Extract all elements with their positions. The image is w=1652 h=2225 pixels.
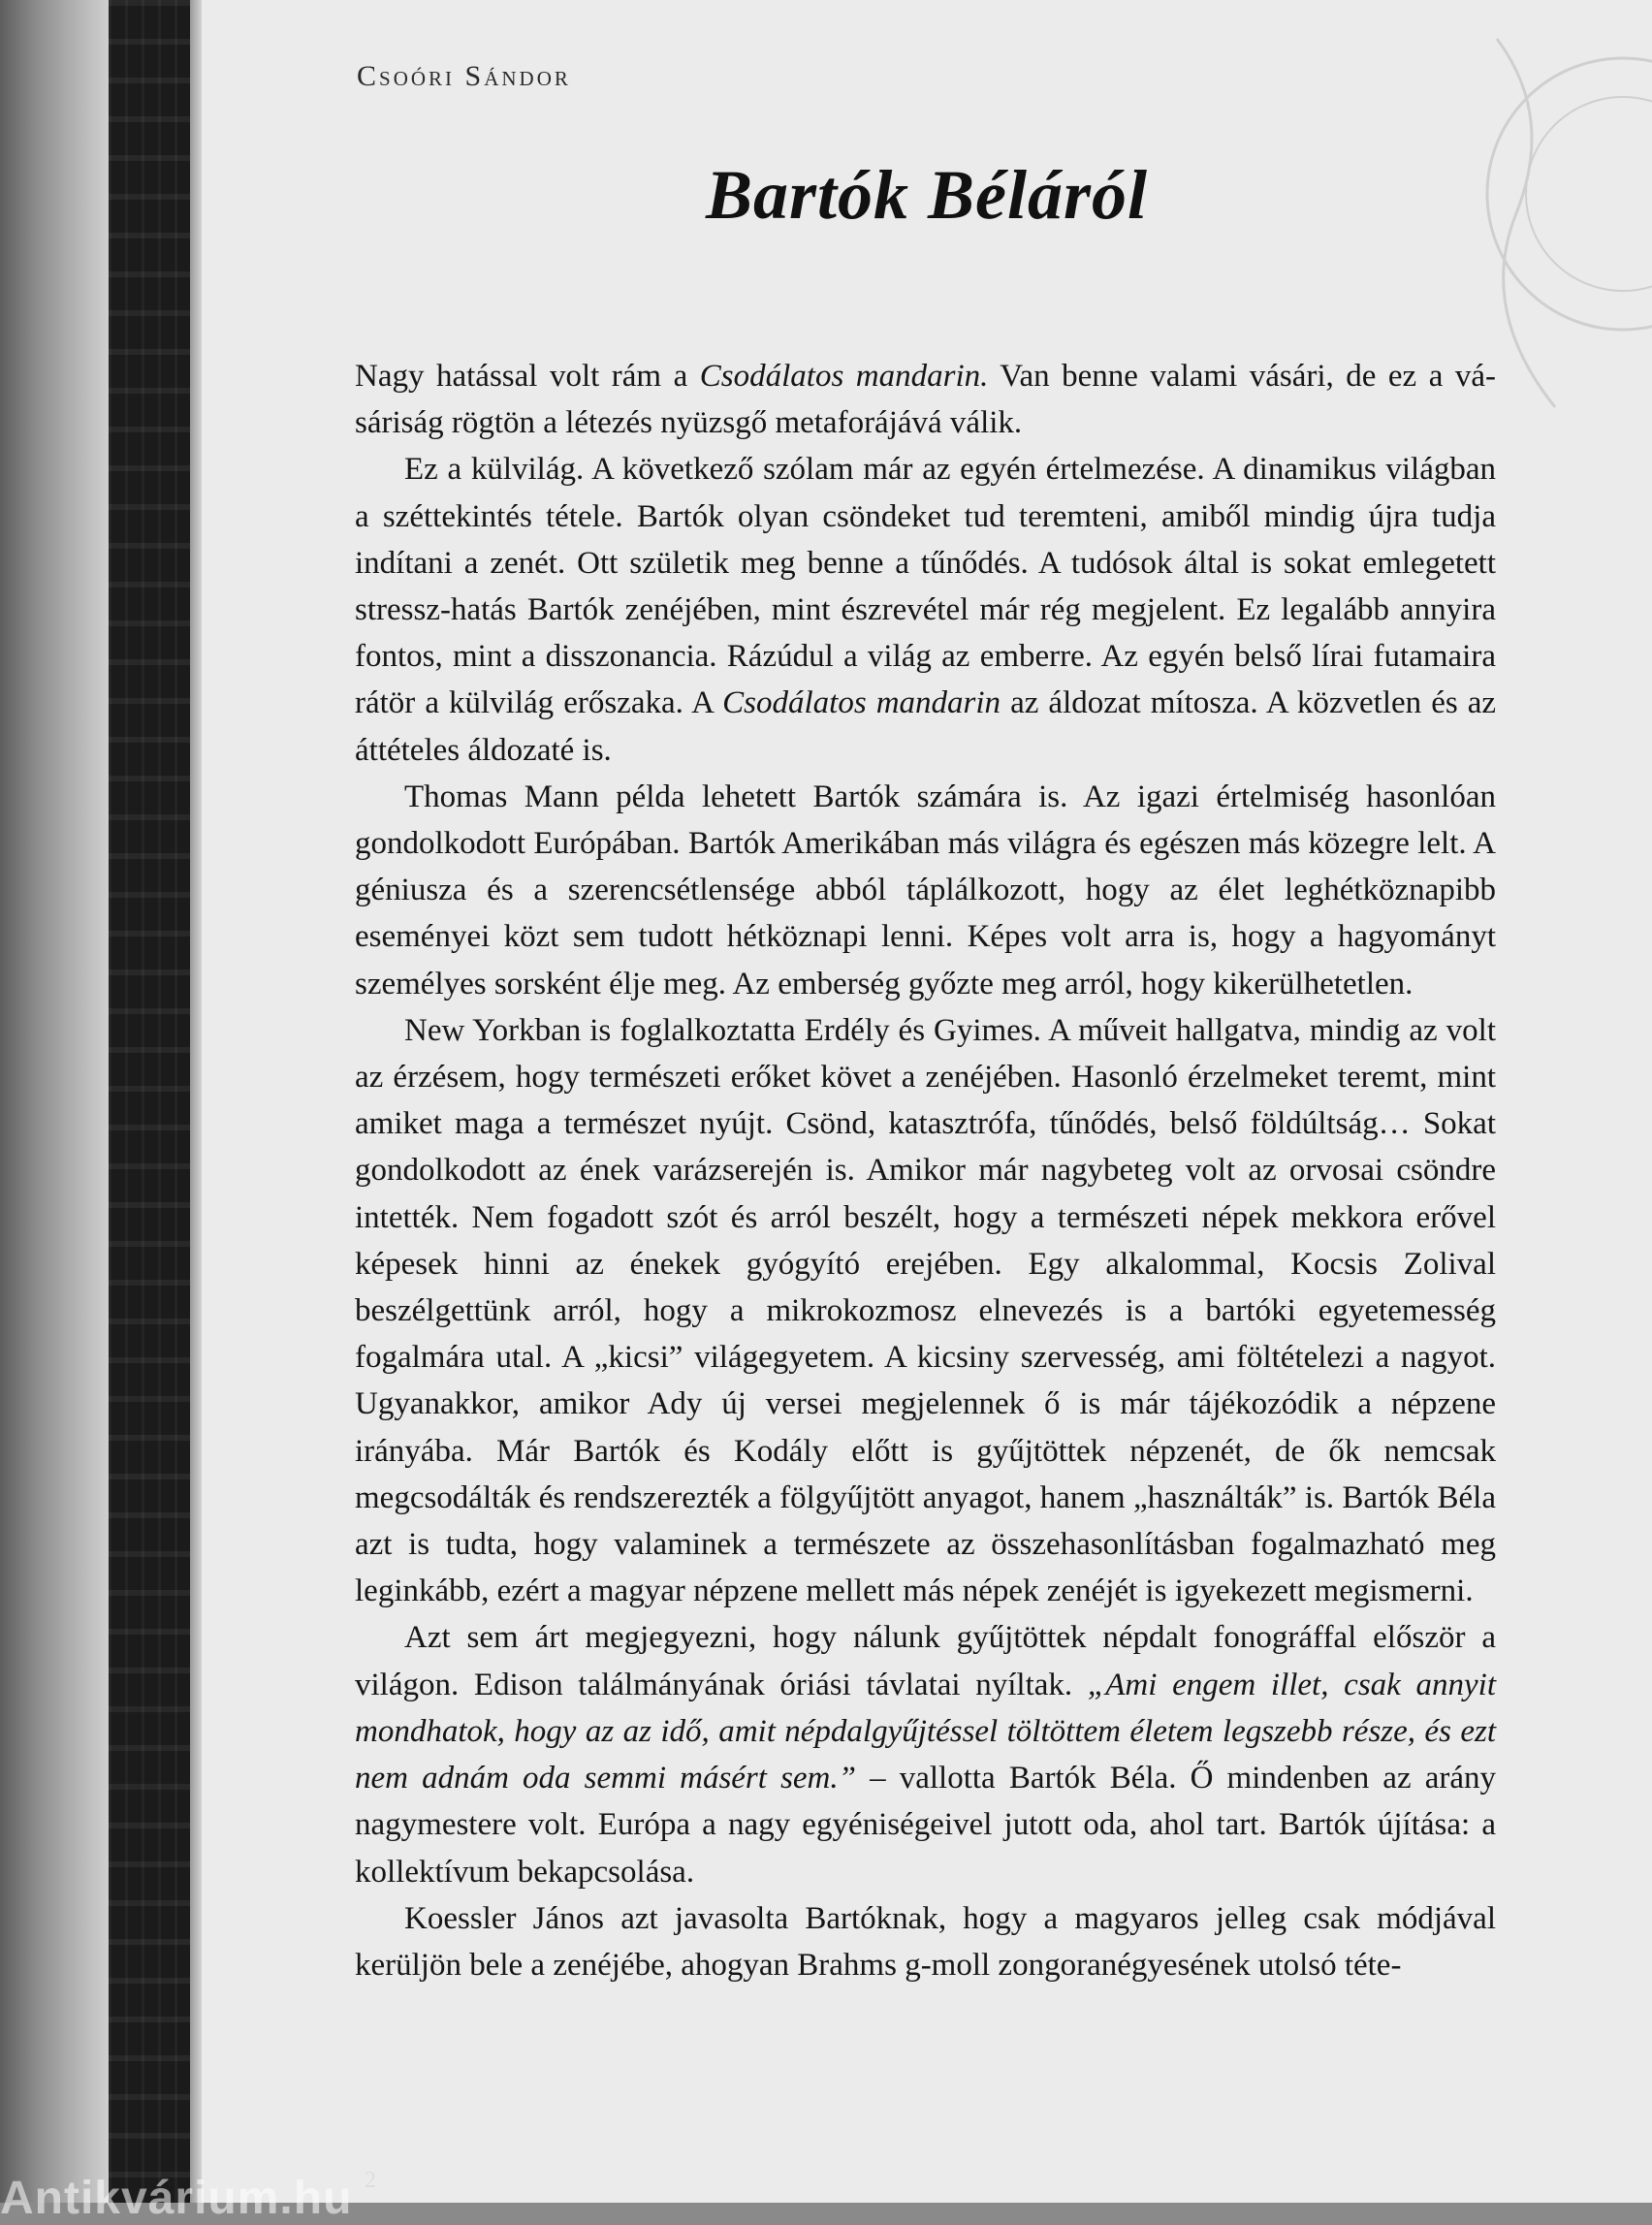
text-run: Van benne valami vásári, de ez a vásáriság rögtön a létezés nyüzsgő metaforájává válik. [355, 359, 1497, 441]
italic-text: Csodálatos mandarin. [699, 359, 989, 394]
paragraph [355, 1895, 1496, 1988]
text-run: Azt sem árt megjegyezni, hogy nálunk gyűjtöttek népdalt fonográffal először a világon. Edison találmányának óriási távlatai nyíltak. [355, 1620, 1496, 1702]
paragraph [355, 353, 1496, 446]
paragraph [355, 1614, 1496, 1894]
book-spine-ornament [109, 0, 194, 2203]
book-page [202, 0, 1652, 2203]
text-run: – vallotta Bartók Béla. Ő mindenben az arány nagymestere volt. Európa a nagy egyéniségeivel jutott oda, ahol tart. Bartók újítása: a kollektívum bekapcsolása. [355, 1761, 1497, 1890]
text-run: Ez a külvilág. A következő szólam már az egyén értelmezése. A dinamikus világban a széttekintés tétele. Bartók olyan csöndeket tud teremteni, amiből mindig újra tudja indítani a zenét. Ott születik meg benne a tűnődés. A tudósok által is sokat emlegetett stressz-hatás Bartók zenéjében, mint észrevétel már rég megjelent. Ez legalább annyira fontos, mint a disszonancia. Rázúdul a világ az emberre. Az egyén belső lírai futamaira rátör a külvilág erőszaka. A [355, 452, 1496, 721]
text-run: Thomas Mann példa lehetett Bartók számára is. Az igazi értelmiség hasonlóan gondolkodott Európában. Bartók Amerikában más világra és egészen más közegre lelt. A géniusza és a szerencsétlensége abból táplálkozott, hogy az élet leghétköznapibb eseményei közt sem tudott hétköznapi lenni. Képes volt arra is, hogy a hagyományt személyes sorsként élje meg. Az emberség győzte meg arról, hogy kikerülhetetlen. [355, 779, 1496, 1001]
watermark: Antikvárium.hu [0, 2173, 353, 2224]
page-number: 2 [365, 2168, 376, 2193]
text-run: Nagy hatással volt rám a [355, 359, 700, 394]
italic-text: „Ami engem illet, csak annyit mondhatok, hogy az az idő, amit népdalgyűjtéssel töltöttem életem legszebb része, és ezt nem adnám oda semmi másért sem.” [355, 1667, 1496, 1796]
text-run: New Yorkban is foglalkoztatta Erdély és Gyimes. A műveit hallgatva, mindig az volt az érzésem, hogy természeti erőket követ a zenéjében. Hasonló érzelmeket teremt, mint amiket maga a természet nyújt. Csönd, katasztrófa, tűnődés, belső földúltság… Sokat gondolkodott az ének varázserején is. Amikor már nagybeteg volt az orvosai csöndre intették. Nem fogadott szót és arról beszélt, hogy a természeti népek mekkora erővel képesek hinni az énekek gyógyító erejében. Egy alkalommal, Kocsis Zolival beszélgettünk arról, hogy a mikrokozmosz elnevezés is a bartóki egyetemesség fogalmára utal. A „kicsi” világegyetem. A kicsiny szervesség, ami föltételezi a nagyot. Ugyanakkor, amikor Ady új versei megjelennek ő is már tájékozódik a népzene irányába. Már Bartók és Kodály előtt is gyűjtöttek népzenét, de ők nemcsak megcsodálták és rendszerezték a fölgyűjtött anyagot, hanem „használták” is. Bartók Béla azt is tudta, hogy valaminek a természete az összehasonlításban fogalmazható meg leginkább, ezért a magyar népzene mellett más népek zenéjét is igyekezett megismerni. [355, 1012, 1496, 1609]
paragraph [355, 446, 1496, 773]
italic-text: Csodálatos mandarin [722, 685, 1001, 721]
text-run: Koessler János azt javasolta Bartóknak, hogy a magyaros jelleg csak módjával kerüljön bele a zenéjébe, ahogyan Brahms g-moll zongoranégyesének utolsó téte- [355, 1900, 1496, 1983]
running-header-author: Csoóri Sándor [357, 60, 571, 92]
paragraph [355, 774, 1496, 1007]
body-text [355, 353, 1496, 1988]
chapter-title: Bartók Béláról [705, 156, 1149, 234]
paragraph [355, 1007, 1496, 1615]
book-spine-shadow [0, 0, 109, 2203]
text-run: az áldozat mítosza. A közvetlen és az áttételes áldozaté is. [355, 685, 1497, 768]
